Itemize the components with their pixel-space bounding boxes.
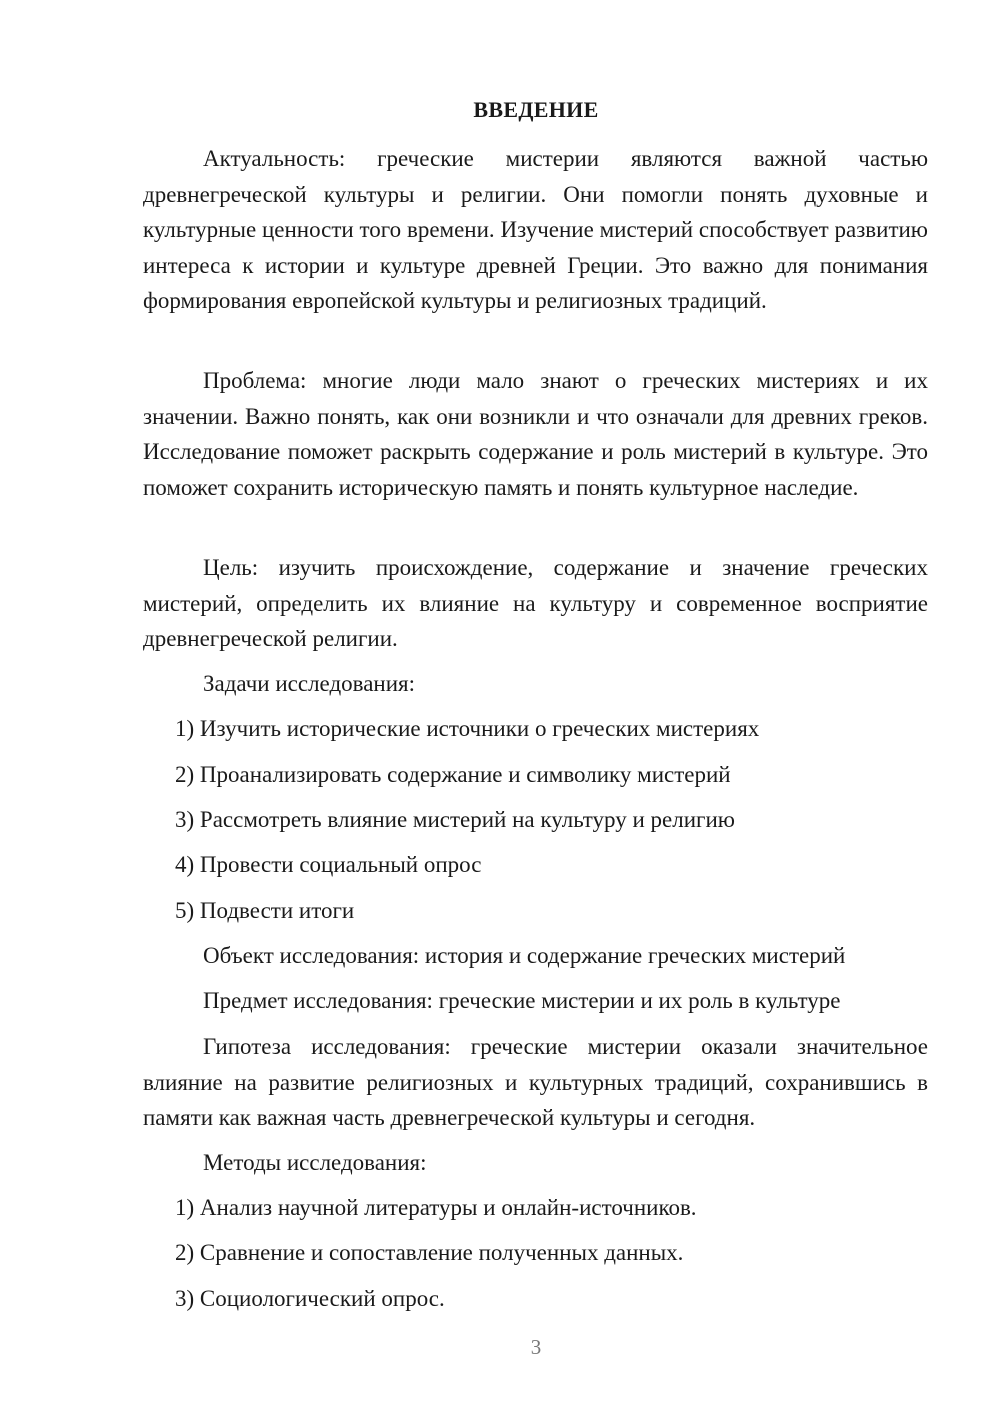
goal-paragraph: Цель: изучить происхождение, содержание и значение греческих мистерий, определить их влияние на культуру и современное восприятие древнегреческой религии.	[143, 555, 928, 651]
research-subject: Предмет исследования: греческие мистерии и их роль в культуре	[203, 988, 841, 1013]
method-item: 3) Социологический опрос.	[175, 1286, 445, 1311]
page-number: 3	[530, 1335, 542, 1359]
method-item: 2) Сравнение и сопоставление полученных данных.	[175, 1240, 684, 1265]
task-item: 5) Подвести итоги	[175, 898, 355, 923]
task-item: 4) Провести социальный опрос	[175, 852, 482, 877]
page-title: ВВЕДЕНИЕ	[473, 97, 599, 122]
tasks-heading: Задачи исследования:	[203, 671, 416, 696]
relevance-paragraph: Актуальность: греческие мистерии являются важной частью древнегреческой культуры и религии. Они помогли понять духовные и культурные ценности того времени. Изучение мистерий способствует развитию интереса к истории и культуре древней Греции. Это важно для понимания формирования европейской культуры и религиозных традиций.	[143, 146, 928, 313]
research-object: Объект исследования: история и содержание греческих мистерий	[203, 943, 846, 968]
methods-heading: Методы исследования:	[203, 1150, 427, 1175]
problem-paragraph: Проблема: многие люди мало знают о греческих мистериях и их значении. Важно понять, как они возникли и что означали для древних греков. Исследование поможет раскрыть содержание и роль мистерий в культуре. Это поможет сохранить историческую память и понять культурное наследие.	[143, 368, 928, 500]
task-item: 1) Изучить исторические источники о греческих мистериях	[175, 716, 760, 741]
task-item: 3) Рассмотреть влияние мистерий на культуру и религию	[175, 807, 735, 832]
hypothesis-paragraph: Гипотеза исследования: греческие мистерии оказали значительное влияние на развитие религиозных и культурных традиций, сохранившись в памяти как важная часть древнегреческой культуры и сегодня.	[143, 1034, 928, 1130]
task-item: 2) Проанализировать содержание и символику мистерий	[175, 762, 731, 787]
method-item: 1) Анализ научной литературы и онлайн-источников.	[175, 1195, 697, 1220]
